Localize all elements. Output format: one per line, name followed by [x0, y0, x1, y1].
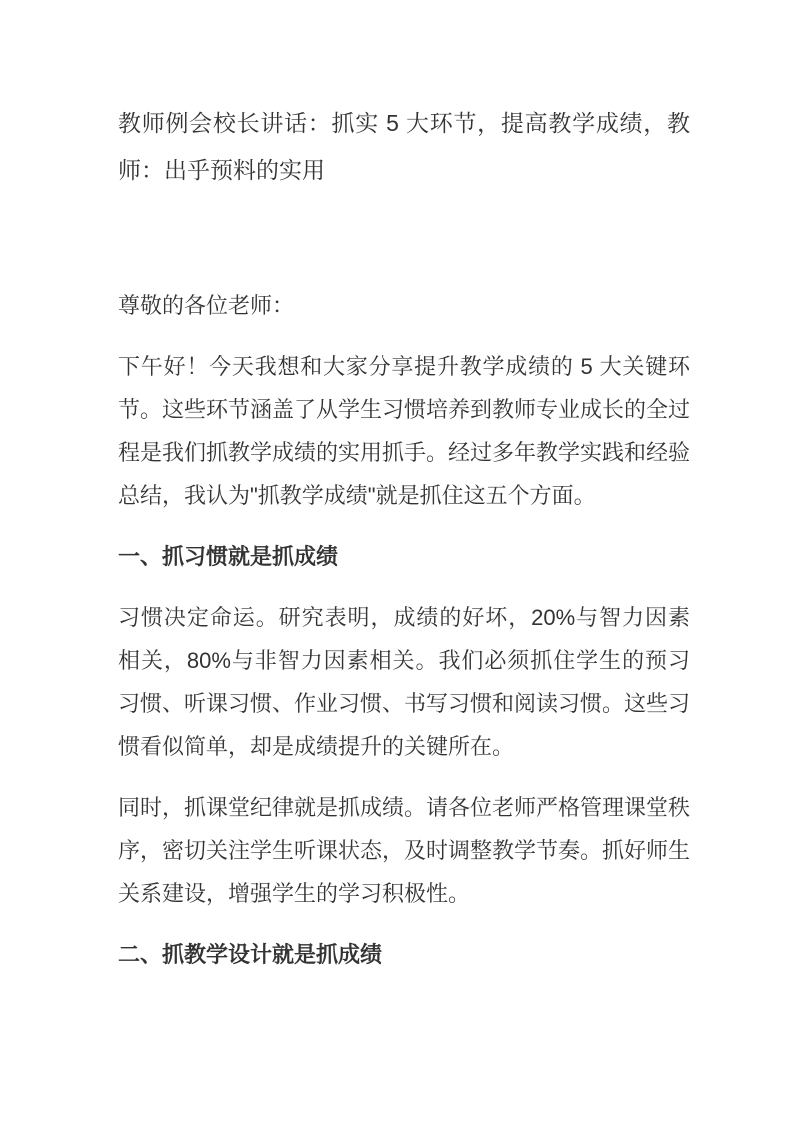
section-1-heading: 一、抓习惯就是抓成绩: [118, 544, 339, 569]
section-2-heading: 二、抓教学设计就是抓成绩: [118, 942, 383, 967]
section-1-paragraph-2: 同时，抓课堂纪律就是抓成绩。请各位老师严格管理课堂秩序，密切关注学生听课状态，及时调整教学节奏。抓好师生关系建设，增强学生的学习积极性。: [118, 795, 691, 906]
salutation: 尊敬的各位老师：: [118, 293, 295, 318]
section-1-paragraph-1: 习惯决定命运。研究表明，成绩的好坏，20%与智力因素相关，80%与非智力因素相关。我们必须抓住学生的预习习惯、听课习惯、作业习惯、书写习惯和阅读习惯。这些习惯看似简单，却是成绩提升的关键所在。: [118, 605, 691, 759]
article-title: 教师例会校长讲话：抓实 5 大环节，提高教学成绩，教师：出乎预料的实用: [118, 110, 690, 183]
intro-paragraph: 下午好！今天我想和大家分享提升教学成绩的 5 大关键环节。这些环节涵盖了从学生习惯培养到教师专业成长的全过程是我们抓教学成绩的实用抓手。经过多年教学实践和经验总结，我认为"抓教学成绩"就是抓住这五个方面。: [118, 354, 691, 508]
